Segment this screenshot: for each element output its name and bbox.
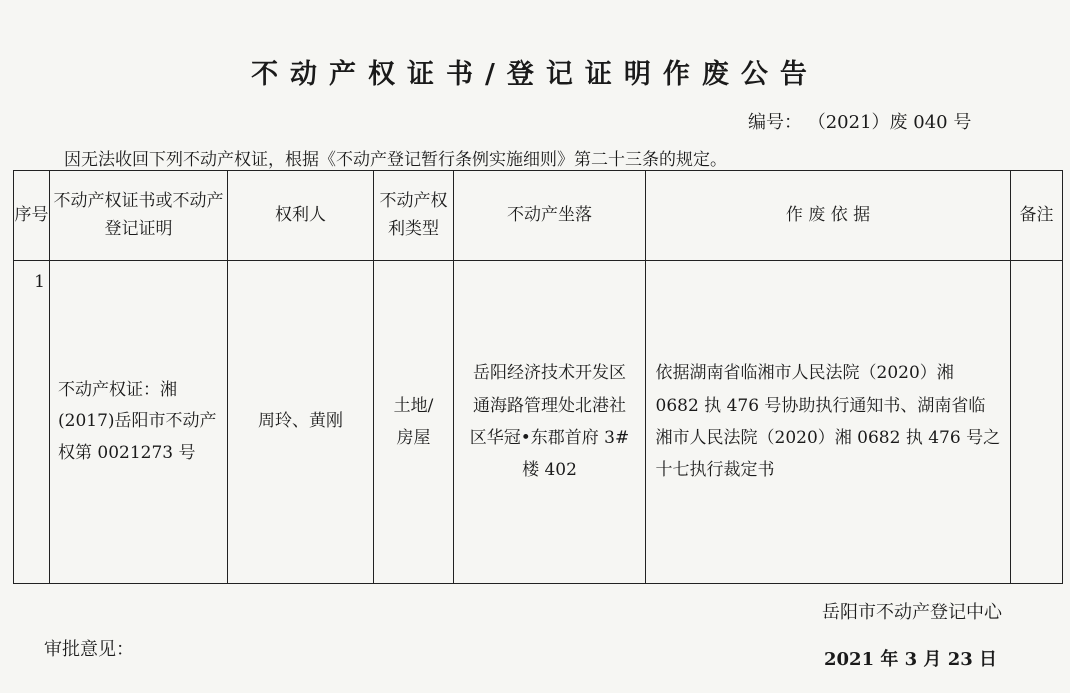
cell-right-type — [374, 261, 454, 584]
location-value: 岳阳经济技术开发区通海路管理处北港社区华冠•东郡首府 3#楼 402 — [469, 363, 630, 481]
table-row — [14, 261, 1063, 584]
header-location: 不动产坐落 — [454, 171, 646, 261]
intro-text: 因无法收回下列不动产权证，根据《不动产登记暂行条例实施细则》第二十三条的规定。 — [64, 150, 727, 170]
cell-remark — [1011, 261, 1063, 584]
cert-value: 不动产权证：湘(2017)岳阳市不动产权第 0021273 号 — [58, 379, 217, 463]
header-remark: 备注 — [1011, 171, 1063, 261]
header-owner: 权利人 — [228, 171, 374, 261]
cell-seq — [14, 261, 50, 584]
header-cert: 不动产权证书或不动产登记证明 — [50, 171, 228, 261]
cell-basis — [646, 261, 1011, 584]
right-type-value: 土地/房屋 — [393, 395, 434, 448]
cell-owner: 周玲、黄刚 — [228, 261, 374, 584]
table-header-row — [14, 171, 1063, 261]
header-right-type: 不动产权利类型 — [374, 171, 454, 261]
cell-location — [454, 261, 646, 584]
approval-label: 审批意见： — [44, 639, 134, 660]
basis-value: 依据湖南省临湘市人民法院（2020）湘 0682 执 476 号协助执行通知书、湖南省临湘市人民法院（2020）湘 0682 执 476 号之十七执行裁定书 — [655, 363, 1001, 481]
cell-cert — [50, 261, 228, 584]
header-seq: 序号 — [14, 171, 50, 261]
document-number: 编号： （2021）废 040 号 — [748, 112, 972, 133]
header-basis: 作 废 依 据 — [646, 171, 1011, 261]
issue-date: 2021 年 3 月 23 日 — [824, 649, 998, 670]
page-title: 不动产权证书/登记证明作废公告 — [251, 59, 819, 90]
issuing-organization: 岳阳市不动产登记中心 — [822, 602, 1002, 623]
seq-value: 1 — [34, 272, 45, 292]
notice-table — [13, 170, 1063, 584]
